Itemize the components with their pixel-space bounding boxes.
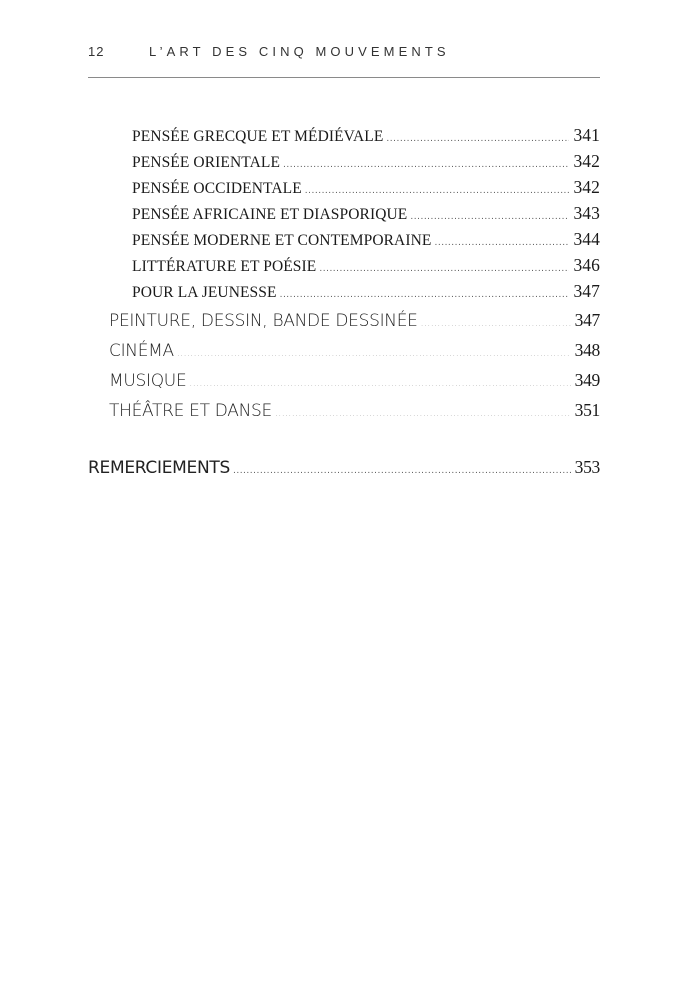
dot-leader	[386, 134, 569, 144]
toc-entry-page: 353	[574, 457, 600, 477]
dot-leader	[319, 264, 569, 274]
toc-entry-page: 344	[573, 229, 600, 249]
toc-entry-page: 343	[573, 203, 600, 223]
toc-entry-page: 341	[573, 125, 600, 145]
dot-leader	[189, 379, 570, 389]
dot-leader	[410, 212, 569, 222]
toc-entry[interactable]	[132, 255, 600, 276]
toc-entry[interactable]	[132, 177, 600, 198]
toc-entry-page: 347	[574, 310, 600, 330]
toc-entry-page: 349	[574, 370, 600, 390]
toc-entry-label: PENSÉE OCCIDENTALE	[132, 180, 302, 197]
running-header	[88, 44, 600, 64]
toc-entry[interactable]	[109, 370, 600, 391]
dot-leader	[233, 466, 571, 476]
toc-entry-label: CINÉMA	[109, 341, 174, 361]
toc-entry-label: LITTÉRATURE ET POÉSIE	[132, 258, 317, 275]
page-number: 12	[88, 44, 105, 59]
toc-entry-label: POUR LA JEUNESSE	[132, 284, 277, 301]
toc-entry[interactable]	[132, 203, 600, 224]
toc-entry-page: 347	[573, 281, 600, 301]
toc-entry[interactable]	[132, 125, 600, 146]
toc-entry[interactable]	[88, 457, 600, 478]
toc-entry-label: PENSÉE AFRICAINE ET DIASPORIQUE	[132, 206, 408, 223]
running-title: L’ART DES CINQ MOUVEMENTS	[149, 44, 450, 59]
toc-entry-label: PENSÉE GRECQUE ET MÉDIÉVALE	[132, 128, 384, 145]
toc-entry[interactable]	[109, 340, 600, 361]
toc-entry-label: REMERCIEMENTS	[88, 458, 230, 478]
toc-entry[interactable]	[109, 400, 600, 421]
toc-entry-label: PENSÉE MODERNE ET CONTEMPORAINE	[132, 232, 432, 249]
dot-leader	[421, 319, 571, 329]
toc-entry-page: 351	[574, 400, 600, 420]
toc-entry[interactable]	[132, 151, 600, 172]
dot-leader	[280, 290, 570, 300]
toc-entry[interactable]	[132, 281, 600, 302]
toc-entry-label: PENSÉE ORIENTALE	[132, 154, 281, 171]
dot-leader	[434, 238, 569, 248]
dot-leader	[305, 186, 570, 196]
toc-entry-page: 346	[573, 255, 600, 275]
header-rule	[88, 77, 600, 78]
toc-entry-label: MUSIQUE	[109, 371, 187, 391]
toc-entry-page: 342	[573, 151, 600, 171]
dot-leader	[283, 160, 569, 170]
toc-entry-label: PEINTURE, DESSIN, BANDE DESSINÉE	[109, 311, 418, 331]
toc-entry[interactable]	[109, 310, 600, 331]
dot-leader	[177, 349, 571, 359]
toc-entry-page: 348	[574, 340, 600, 360]
toc-entry[interactable]	[132, 229, 600, 250]
toc-entry-label: THÉÂTRE ET DANSE	[109, 401, 272, 421]
toc-entry-page: 342	[573, 177, 600, 197]
dot-leader	[275, 409, 571, 419]
